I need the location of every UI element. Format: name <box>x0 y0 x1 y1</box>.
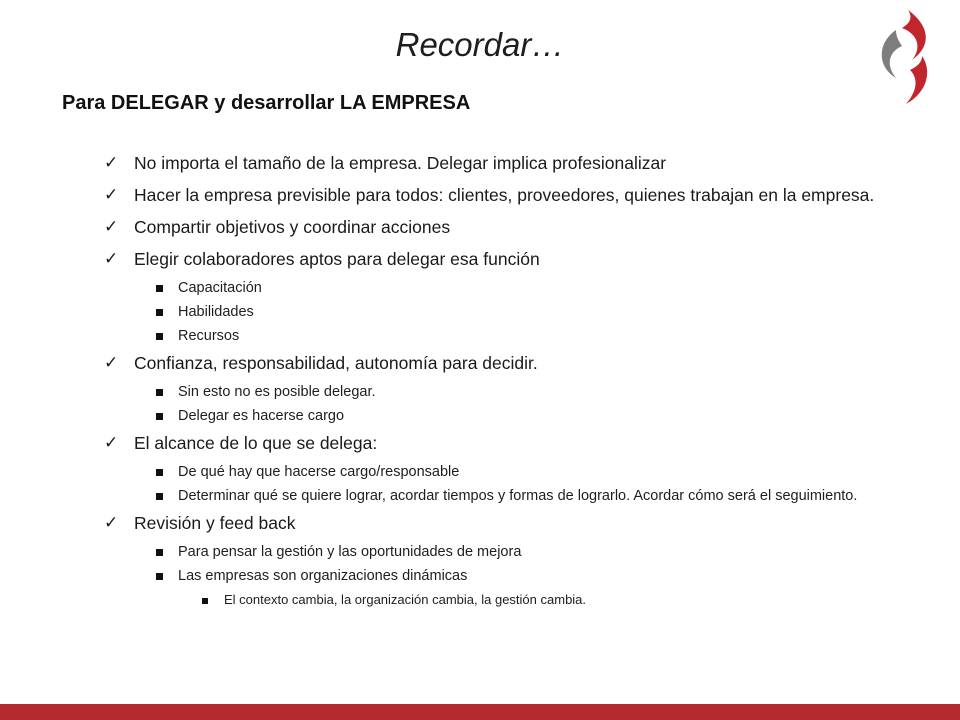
sub-bullet-item <box>156 408 904 425</box>
flame-logo-icon <box>872 8 934 108</box>
check-mark-icon: ✓ <box>104 153 119 172</box>
check-mark-icon: ✓ <box>104 217 119 236</box>
bullet-text: El contexto cambia, la organización cambia, la gestión cambia. <box>224 592 587 607</box>
bullet-item <box>104 432 904 454</box>
check-mark-icon: ✓ <box>104 513 119 532</box>
bullet-text: No importa el tamaño de la empresa. Delegar implica profesionalizar <box>134 153 667 173</box>
sub-bullet-item <box>156 488 904 505</box>
bullet-text: Hacer la empresa previsible para todos: clientes, proveedores, quienes trabajan en la empresa. <box>134 185 875 205</box>
bullet-text: Para pensar la gestión y las oportunidades de mejora <box>178 544 522 560</box>
bullet-text: Confianza, responsabilidad, autonomía para decidir. <box>134 353 538 373</box>
bullet-text: Delegar es hacerse cargo <box>178 408 345 424</box>
square-bullet-icon <box>156 328 178 345</box>
bullet-item <box>104 248 904 270</box>
sub-bullet-item <box>156 464 904 481</box>
square-bullet-icon <box>156 384 178 401</box>
check-mark-icon: ✓ <box>104 185 119 204</box>
square-bullet-icon <box>156 280 178 297</box>
sub-bullet-item <box>156 384 904 401</box>
bullet-item <box>104 184 904 206</box>
slide-title: Recordar… <box>395 26 565 63</box>
sub-bullet-item <box>156 568 904 585</box>
bullet-text: Sin esto no es posible delegar. <box>178 384 376 400</box>
bullet-text: Capacitación <box>178 280 262 296</box>
bullet-item <box>104 216 904 238</box>
bullet-text: Revisión y feed back <box>134 513 296 533</box>
footer-accent-bar <box>0 704 960 720</box>
square-bullet-icon <box>156 488 178 505</box>
sub-bullet-item <box>156 304 904 321</box>
square-bullet-icon <box>156 544 178 561</box>
bullet-item <box>104 512 904 534</box>
check-mark-icon: ✓ <box>104 249 119 268</box>
bullet-text: Las empresas son organizaciones dinámicas <box>178 568 468 584</box>
bullet-text: Habilidades <box>178 304 254 320</box>
sub-bullet-item <box>156 328 904 345</box>
bullet-text: El alcance de lo que se delega: <box>134 433 378 453</box>
square-bullet-icon <box>202 592 224 608</box>
bullet-item <box>104 152 904 174</box>
bullet-text: Elegir colaboradores aptos para delegar esa función <box>134 249 540 269</box>
sub-sub-bullet-item <box>202 592 904 608</box>
bullet-item <box>104 352 904 374</box>
square-bullet-icon <box>156 568 178 585</box>
check-mark-icon: ✓ <box>104 433 119 452</box>
bullet-text: Recursos <box>178 328 240 344</box>
bullet-text: Determinar qué se quiere lograr, acordar tiempos y formas de lograrlo. Acordar cómo será el seguimiento. <box>178 488 858 504</box>
square-bullet-icon <box>156 464 178 481</box>
bullet-text: De qué hay que hacerse cargo/responsable <box>178 464 460 480</box>
bullet-list <box>104 152 904 615</box>
bullet-text: Compartir objetivos y coordinar acciones <box>134 217 451 237</box>
sub-bullet-item <box>156 544 904 561</box>
slide-subtitle: Para DELEGAR y desarrollar LA EMPRESA <box>62 92 471 114</box>
sub-bullet-item <box>156 280 904 297</box>
square-bullet-icon <box>156 304 178 321</box>
check-mark-icon: ✓ <box>104 353 119 372</box>
square-bullet-icon <box>156 408 178 425</box>
